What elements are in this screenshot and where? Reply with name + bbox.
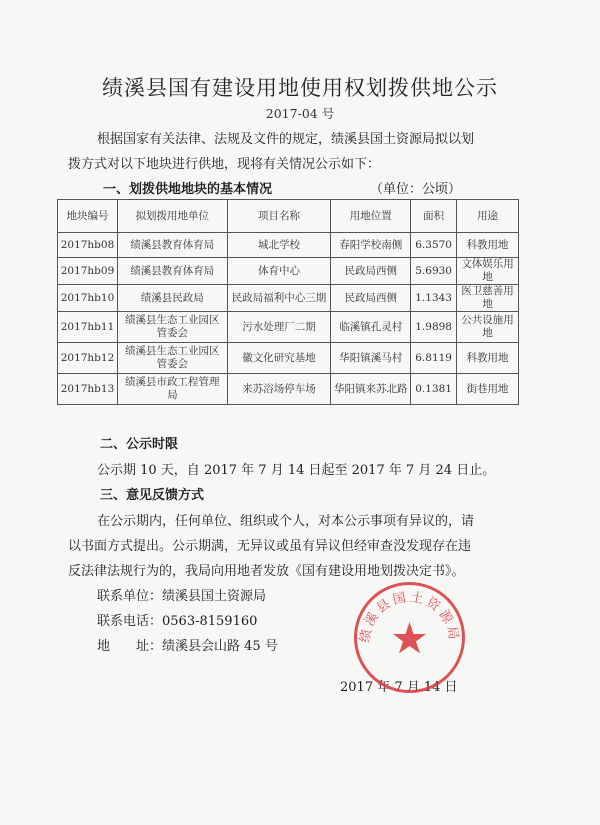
table-cell: 华阳镇溪马村 — [331, 343, 411, 374]
contact-address — [97, 635, 278, 654]
contact-unit — [97, 585, 266, 604]
table-row — [58, 258, 519, 285]
publicity-period-text: 公示期 10 天，自 2017 年 7 月 14 日起至 2017 年 7 月 24 日止。 — [97, 463, 496, 478]
intro-line-1: 根据国家有关法律、法规及文件的规定，绩溪县国土资源局拟以划 — [97, 132, 475, 147]
table-cell: 6.8119 — [411, 343, 457, 374]
table-header-cell: 面积 — [411, 200, 457, 233]
table-row — [58, 374, 519, 405]
table-cell: 徽文化研究基地 — [227, 343, 331, 374]
table-cell: 1.1343 — [411, 285, 457, 312]
table-cell: 民政局福利中心三期 — [227, 285, 331, 312]
table-cell: 科教用地 — [457, 343, 519, 374]
table-cell: 春阳学校南侧 — [331, 233, 411, 258]
table-row — [58, 285, 519, 312]
document-number: 2017-04 号 — [265, 106, 335, 121]
contact-address-value: 绩溪县会山路 45 号 — [162, 639, 278, 654]
page-title: 绩溪县国有建设用地使用权划拨供地公示 — [102, 76, 498, 100]
table-cell: 5.6930 — [411, 258, 457, 285]
table-row — [58, 343, 519, 374]
table-cell: 体育中心 — [227, 258, 331, 285]
publish-date: 2017 年 7 月 14 日 — [340, 680, 458, 695]
table-cell: 来苏浴场停车场 — [227, 374, 331, 405]
table-cell: 2017hb13 — [58, 374, 118, 405]
intro-line-2: 拨方式对以下地块进行供地，现将有关情况公示如下： — [68, 157, 381, 172]
contact-unit-value: 绩溪县国土资源局 — [162, 589, 267, 604]
table-cell: 2017hb09 — [58, 258, 118, 285]
table-cell: 科教用地 — [457, 233, 519, 258]
table-cell: 城北学校 — [227, 233, 331, 258]
table-cell: 6.3570 — [411, 233, 457, 258]
table-cell: 民政局西侧 — [331, 258, 411, 285]
feedback-line-3: 反法律法规行为的，我局向用地者发放《国有建设用地划拨决定书》。 — [68, 564, 465, 579]
table-cell: 绩溪县市政工程管理局 — [117, 374, 227, 405]
table-header-cell: 用途 — [457, 200, 519, 233]
table-cell: 2017hb10 — [58, 285, 118, 312]
table-cell: 2017hb11 — [58, 312, 118, 343]
table-cell: 临溪镇孔灵村 — [331, 312, 411, 343]
table-row — [58, 233, 519, 258]
table-cell: 绩溪县教育体育局 — [117, 233, 227, 258]
table-header-cell: 拟划拨用地单位 — [117, 200, 227, 233]
table-cell: 公共设施用地 — [457, 312, 519, 343]
unit-note: （单位：公顷） — [370, 182, 462, 197]
table-cell: 0.1381 — [411, 374, 457, 405]
table-header-cell: 用地位置 — [331, 200, 411, 233]
seal-text: 绩溪县国土资源局 — [357, 589, 462, 644]
feedback-line-2: 以书面方式提出。公示期满，无异议或虽有异议但经审查没发现存在违 — [68, 539, 472, 554]
table-header-row — [58, 200, 519, 233]
section2-heading: 二、公示时限 — [100, 437, 179, 452]
land-parcel-table — [57, 199, 519, 405]
table-header-cell: 地块编号 — [58, 200, 118, 233]
table-cell: 污水处理厂二期 — [227, 312, 331, 343]
table-cell: 绩溪县生态工业园区管委会 — [117, 312, 227, 343]
table-cell: 街巷用地 — [457, 374, 519, 405]
official-seal — [352, 580, 467, 695]
feedback-line-1: 在公示期内，任何单位、组织或个人，对本公示事项有异议的，请 — [97, 514, 475, 529]
contact-phone — [97, 610, 257, 629]
table-cell: 绩溪县生态工业园区管委会 — [117, 343, 227, 374]
contact-address-label: 地 址： — [97, 639, 163, 654]
table-cell: 绩溪县教育体育局 — [117, 258, 227, 285]
table-cell: 1.9898 — [411, 312, 457, 343]
table-cell: 医卫慈善用地 — [457, 285, 519, 312]
seal-star-icon — [393, 622, 426, 654]
contact-phone-label: 联系电话： — [97, 614, 163, 629]
table-cell: 2017hb08 — [58, 233, 118, 258]
table-cell: 绩溪县民政局 — [117, 285, 227, 312]
section1-heading: 一、划拨供地地块的基本情况 — [103, 182, 273, 197]
table-cell: 2017hb12 — [58, 343, 118, 374]
table-cell: 民政局西侧 — [331, 285, 411, 312]
section3-heading: 三、意见反馈方式 — [100, 488, 205, 503]
table-header-cell: 项目名称 — [227, 200, 331, 233]
table-cell: 华阳镇来苏北路 — [331, 374, 411, 405]
table-row — [58, 312, 519, 343]
table-cell: 文体娱乐用地 — [457, 258, 519, 285]
contact-phone-value: 0563-8159160 — [162, 614, 258, 629]
contact-unit-label: 联系单位： — [97, 589, 163, 604]
